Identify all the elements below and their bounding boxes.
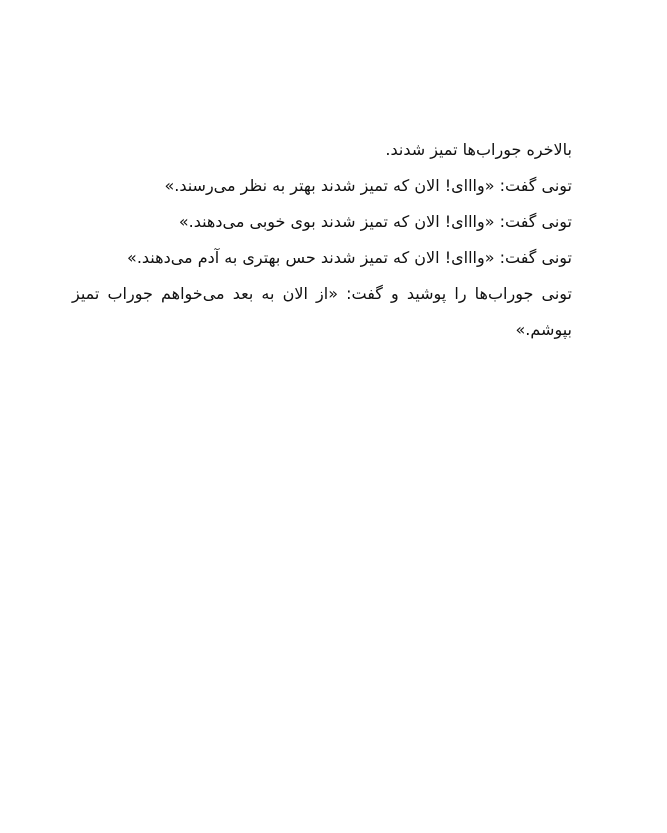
story-paragraph: تونی جوراب‌ها را پوشید و گفت: «از الان به بعد می‌خواهم جوراب تمیز بپوشم.» [72, 284, 572, 339]
story-paragraph: تونی گفت: «وااای! الان که تمیز شدند حس بهتری به آدم می‌دهند.» [127, 248, 572, 267]
story-paragraph: تونی گفت: «وااای! الان که تمیز شدند بهتر به نظر می‌رسند.» [164, 176, 572, 195]
story-paragraph: تونی گفت: «وااای! الان که تمیز شدند بوی خوبی می‌دهند.» [178, 212, 572, 231]
story-paragraph: بالاخره جوراب‌ها تمیز شدند. [385, 140, 572, 159]
story-text [72, 132, 572, 348]
